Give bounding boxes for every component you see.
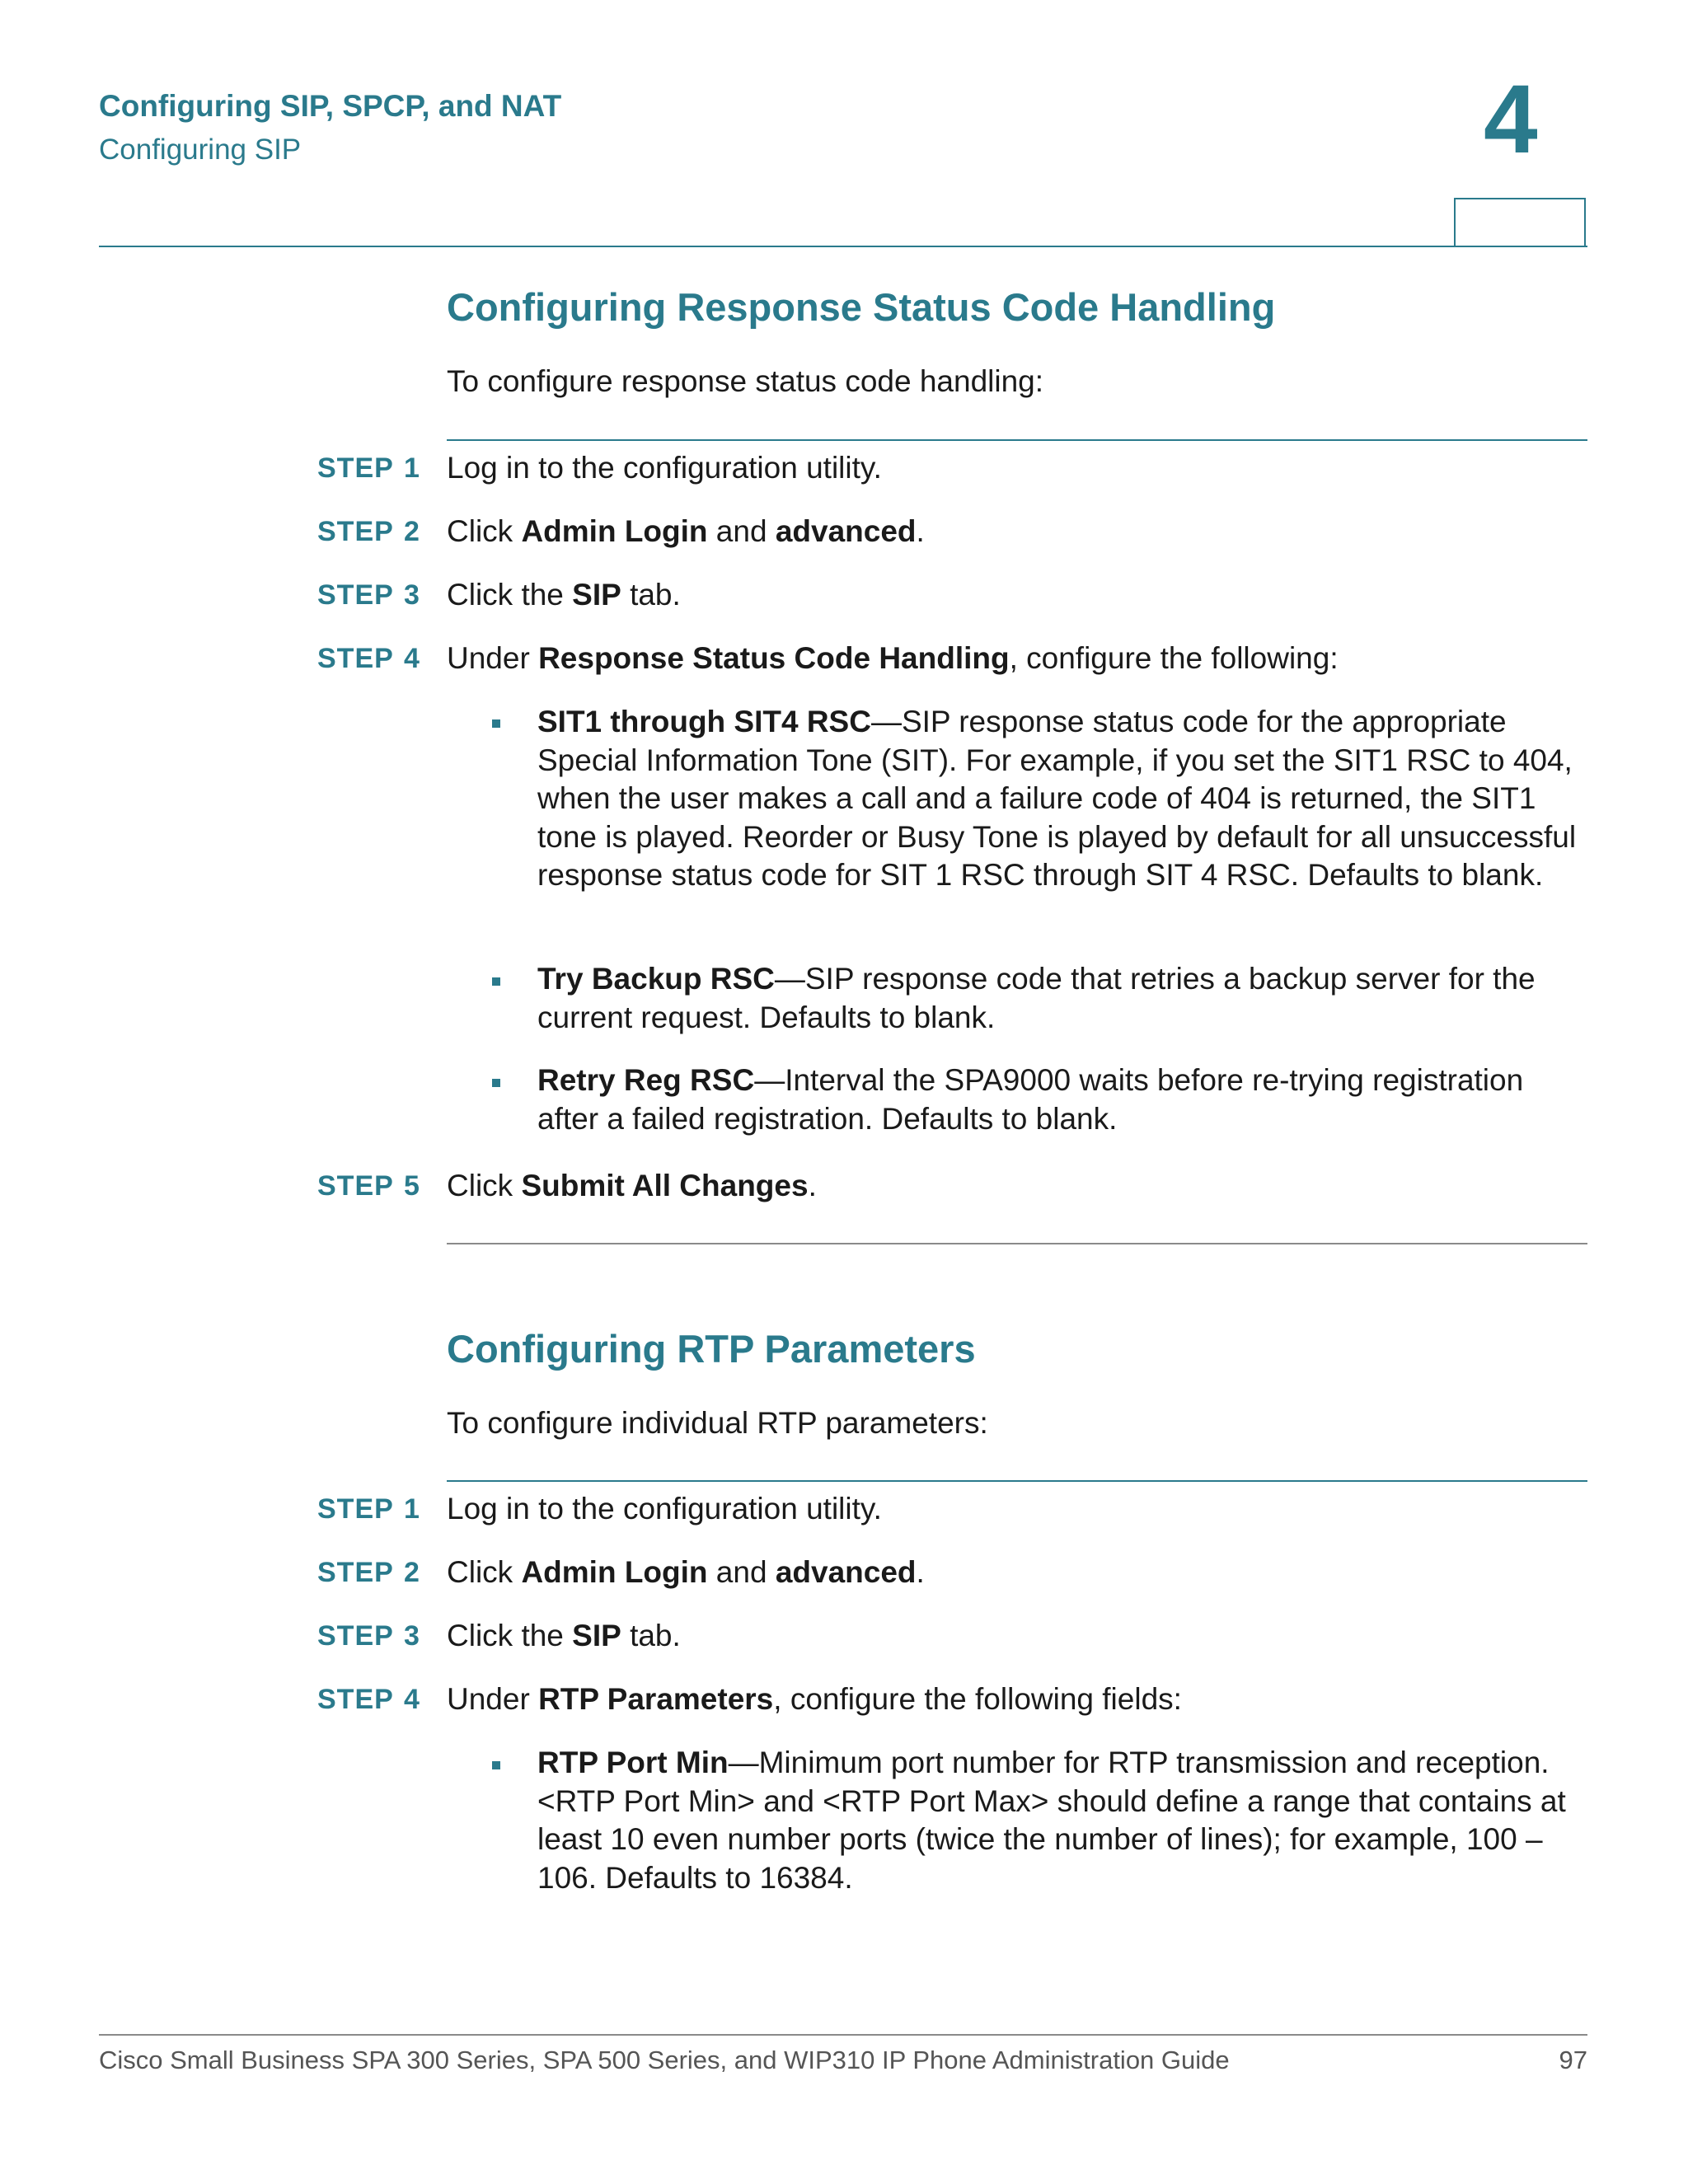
step-label: STEP (317, 643, 394, 674)
step-label: STEP (317, 1493, 394, 1525)
step-number: 5 (404, 1170, 420, 1202)
field-description: —Minimum port number for RTP transmission and reception. <RTP Port Min> and <RTP Port Max> should define a range that contains at least 10 even number ports (twice the number of lines); for example, 100 – 106. Defaults to 16384. (537, 1746, 1566, 1895)
section-heading-rsc: Configuring Response Status Code Handling (447, 285, 1276, 329)
bullet-marker (492, 1079, 500, 1087)
ui-term: Admin Login (521, 1555, 708, 1589)
step-number: 1 (404, 452, 420, 484)
chapter-number: 4 (1484, 65, 1538, 174)
step-number: 4 (404, 1684, 420, 1715)
step-text-part: Click the (447, 1619, 573, 1652)
step-number: 2 (404, 516, 420, 547)
ui-term: Response Status Code Handling (538, 641, 1010, 675)
steps-top-rule (447, 1480, 1587, 1482)
step-text (447, 1167, 817, 1205)
step-number: 1 (404, 1493, 420, 1525)
step-text-part: , configure the following fields: (773, 1682, 1182, 1716)
step-text-part: Click the (447, 578, 573, 612)
section-intro: To configure individual RTP parameters: (447, 1406, 988, 1440)
list-item (537, 703, 1592, 895)
footer-guide-title: Cisco Small Business SPA 300 Series, SPA 500 Series, and WIP310 IP Phone Administration Guide (99, 2046, 1230, 2074)
field-term: SIT1 through SIT4 RSC (537, 705, 871, 738)
step-label: STEP (317, 452, 394, 484)
step-text-part: Under (447, 1682, 539, 1716)
list-item (537, 1062, 1592, 1138)
step-label: STEP (317, 1170, 394, 1202)
section-intro: To configure response status code handling: (447, 364, 1044, 398)
step-text (447, 513, 925, 551)
ui-term: advanced (775, 514, 917, 548)
field-term: Retry Reg RSC (537, 1063, 755, 1097)
section-title: Configuring SIP (99, 134, 302, 166)
step-number: 3 (404, 579, 420, 611)
step-label: STEP (317, 1620, 394, 1652)
page-number: 97 (1559, 2046, 1587, 2074)
step-text-part: Click (447, 1555, 522, 1589)
step-text-part: tab. (621, 1619, 681, 1652)
steps-top-rule (447, 439, 1587, 441)
step-label: STEP (317, 1557, 394, 1588)
step-text-part: and (707, 514, 776, 548)
step-text-part: Click (447, 1169, 522, 1202)
field-description: —SIP response status code for the appropriate Special Information Tone (SIT). For example, if you set the SIT1 RSC to 404, when the user makes a call and a failure code of 404 is returned, the SIT1 tone is played. Reorder or Busy Tone is played by default for all unsuccessful response status code for SIT 1 RSC through SIT 4 RSC. Defaults to blank. (537, 705, 1577, 892)
field-term: Try Backup RSC (537, 962, 775, 996)
header-divider (99, 246, 1587, 247)
step-text-part: tab. (621, 578, 681, 612)
list-item (537, 1744, 1592, 1897)
ui-term: SIP (572, 578, 621, 612)
ui-term: RTP Parameters (538, 1682, 774, 1716)
steps-bottom-rule (447, 1243, 1587, 1244)
step-number: 4 (404, 643, 420, 674)
step-text-part: . (916, 1555, 925, 1589)
ui-term: advanced (775, 1555, 917, 1589)
chapter-title: Configuring SIP, SPCP, and NAT (99, 89, 562, 123)
field-term: RTP Port Min (537, 1746, 729, 1779)
ui-term: SIP (572, 1619, 621, 1652)
step-number: 2 (404, 1557, 420, 1588)
step-text-part: Under (447, 641, 539, 675)
field-description: —Interval the SPA9000 waits before re-trying registration after a failed registration. Defaults to blank. (537, 1063, 1524, 1136)
step-number: 3 (404, 1620, 420, 1652)
step-text: Log in to the configuration utility. (447, 1492, 882, 1526)
section-heading-rtp: Configuring RTP Parameters (447, 1327, 976, 1371)
step-text-part: . (808, 1169, 817, 1202)
list-item (537, 960, 1592, 1037)
step-text-part: , configure the following: (1009, 641, 1339, 675)
step-text (447, 576, 681, 614)
step-text (447, 1680, 1182, 1718)
footer-divider (99, 2034, 1587, 2036)
field-description: —SIP response code that retries a backup server for the current request. Defaults to blank. (537, 962, 1536, 1034)
step-text-part: Click (447, 514, 522, 548)
step-text (447, 1617, 681, 1655)
step-text-part: and (707, 1555, 776, 1589)
bullet-marker (492, 977, 500, 986)
step-text (447, 640, 1339, 677)
bullet-marker (492, 1761, 500, 1769)
step-text (447, 1554, 925, 1591)
step-label: STEP (317, 579, 394, 611)
step-label: STEP (317, 1684, 394, 1715)
ui-term: Admin Login (521, 514, 708, 548)
step-text: Log in to the configuration utility. (447, 451, 882, 485)
chapter-tab-box (1454, 198, 1586, 246)
step-label: STEP (317, 516, 394, 547)
bullet-marker (492, 719, 500, 728)
step-text-part: . (916, 514, 925, 548)
ui-term: Submit All Changes (521, 1169, 809, 1202)
